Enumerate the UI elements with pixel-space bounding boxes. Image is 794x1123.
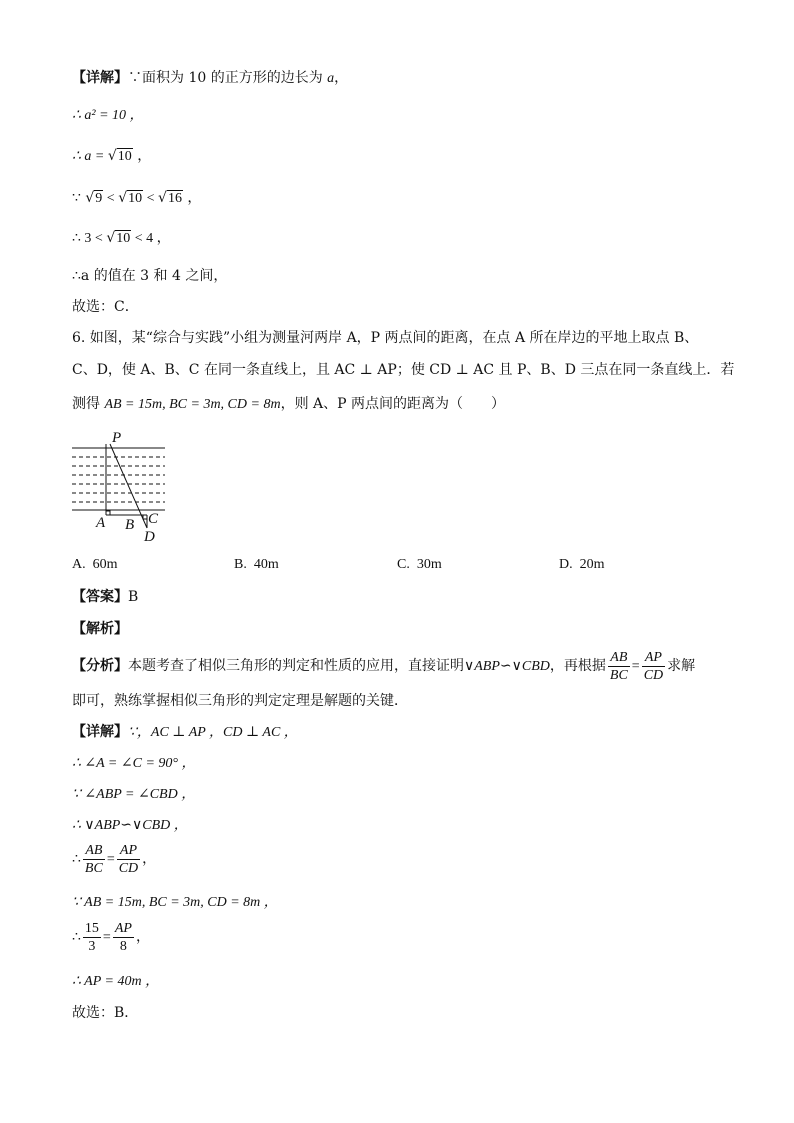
denominator: 8 — [119, 938, 127, 954]
label-p: P — [112, 430, 122, 446]
analysis-tag: 【解析】 — [72, 621, 128, 637]
therefore: ∴ — [72, 852, 81, 867]
sqrt-10: √10 — [118, 190, 143, 206]
option-value: 60m — [92, 557, 118, 572]
text: ∵，AC ⊥ AP ，CD ⊥ AC ， — [128, 725, 298, 740]
prev-detail-line-5 — [72, 228, 171, 249]
numerator: AB — [83, 842, 105, 860]
detail-line-7 — [72, 918, 150, 957]
punct: ， — [334, 70, 349, 86]
label-d: D — [144, 529, 155, 545]
detail-line-9: 故选：B． — [72, 1005, 139, 1021]
fraction-15-3 — [83, 920, 101, 955]
answer-tag: 【答案】 — [72, 589, 128, 605]
option-key: C. — [397, 557, 410, 572]
option-a — [72, 557, 118, 573]
denominator: CD — [118, 860, 139, 876]
detail-line-1 — [72, 722, 298, 743]
detail-line-4: ∴ ∨ABP∽∨CBD ， — [72, 818, 188, 833]
radicand: 16 — [167, 191, 182, 206]
option-key: D. — [559, 557, 573, 572]
question-line-1: 6. 如图，某“综合与实践”小组为测量河两岸 A，P 两点间的距离，在点 A 所在岸边的平地上取点 B、 — [72, 330, 699, 346]
radicand: 10 — [128, 191, 143, 206]
numerator: AB — [608, 649, 630, 667]
label-b: B — [125, 517, 135, 533]
option-key: B. — [234, 557, 247, 572]
fraction-ap-cd — [117, 842, 140, 877]
prev-detail-line-7: 故选：C． — [72, 299, 139, 315]
detail-line-2: ∴ ∠A = ∠C = 90° ， — [72, 756, 196, 771]
fraction-ap-cd — [642, 649, 665, 684]
question-line-2: C、D，使 A、B、C 在同一条直线上，且 AC ⊥ AP；使 CD ⊥ AC 且 P、B、D 三点在同一条直线上．若 — [72, 362, 735, 378]
option-d — [559, 557, 605, 573]
radicand: 10 — [116, 231, 131, 246]
denominator: BC — [609, 667, 628, 683]
numerator: 15 — [84, 920, 99, 936]
detail-line-5 — [72, 840, 156, 879]
text: ∵面积为 10 的正方形的边长为 — [128, 70, 328, 86]
therefore: ∴ — [72, 930, 81, 945]
numerator: AP — [114, 920, 132, 936]
text: ，则 A、P 两点间的距离为（ ） — [280, 396, 506, 412]
fraction-ab-bc — [608, 649, 630, 684]
detail-line-3: ∵ ∠ABP = ∠CBD ， — [72, 787, 196, 802]
text: ∵ — [72, 190, 86, 206]
option-value: 40m — [253, 557, 279, 572]
answer-line — [72, 587, 138, 607]
option-value: 20m — [579, 557, 605, 572]
text: < 4 ， — [131, 231, 171, 246]
text: ∴ a = — [72, 149, 108, 164]
numerator: AP — [642, 649, 665, 667]
punct: ， — [132, 148, 152, 164]
text: ，再根据 — [549, 658, 606, 674]
text: 本题考查了相似三角形的判定和性质的应用，直接证明 — [128, 658, 464, 674]
prev-detail-line-4: ∵ √9 < √10 < √16 ， — [72, 188, 201, 209]
radicand: 10 — [117, 149, 132, 164]
label-c: C — [148, 511, 159, 527]
answer-options — [72, 557, 712, 577]
sqrt-16: √16 — [158, 190, 182, 206]
sqrt-10: √10 — [107, 148, 132, 164]
numerator: AP — [117, 842, 140, 860]
option-b — [234, 557, 279, 573]
prev-detail-line-1 — [72, 68, 348, 89]
denominator: BC — [84, 860, 103, 876]
var-a: a — [327, 71, 335, 86]
fraction-ab-bc — [83, 842, 105, 877]
prev-detail-line-2: ∴ a² = 10 ， — [72, 108, 144, 123]
punct: ， — [135, 929, 150, 945]
equals: = — [102, 930, 111, 945]
analysis-line-1 — [72, 648, 695, 685]
fraction-ap-8 — [113, 920, 134, 955]
detail-line-6: ∵ AB = 15m, BC = 3m, CD = 8m ， — [72, 895, 278, 910]
detail-tag: 【详解】 — [72, 724, 128, 740]
sqrt-9: √9 — [85, 190, 103, 206]
analysis-line-2: 即可，熟练掌握相似三角形的判定定理是解题的关键． — [72, 693, 408, 709]
detail-line-8: ∴ AP = 40m ， — [72, 974, 160, 989]
option-value: 30m — [416, 557, 442, 572]
right-angle-a — [106, 511, 110, 515]
equals: = — [106, 852, 115, 867]
sqrt-10: √10 — [106, 230, 131, 246]
text: 求解 — [667, 658, 696, 674]
punct: ， — [142, 851, 157, 867]
text: 测得 — [72, 396, 105, 412]
radicand: 9 — [95, 191, 103, 206]
punct: ， — [182, 190, 202, 206]
equals: = — [631, 659, 640, 674]
denominator: CD — [643, 667, 664, 683]
analysis-sub-tag: 【分析】 — [72, 658, 128, 674]
detail-tag: 【详解】 — [72, 70, 128, 86]
answer-value: B — [128, 589, 139, 605]
math-given: AB = 15m, BC = 3m, CD = 8m — [104, 397, 281, 412]
prev-detail-line-3 — [72, 146, 151, 167]
denominator: 3 — [88, 938, 96, 954]
river-figure — [72, 430, 172, 545]
text: ∴ 3 < — [72, 231, 107, 246]
prev-detail-line-6: ∴a 的值在 3 和 4 之间， — [72, 268, 228, 284]
similar-triangles: ∨ABP∽∨CBD — [464, 659, 550, 674]
question-line-3 — [72, 394, 505, 415]
right-angle-c — [143, 515, 147, 519]
option-c — [397, 557, 442, 573]
option-key: A. — [72, 557, 86, 572]
label-a: A — [96, 515, 106, 531]
